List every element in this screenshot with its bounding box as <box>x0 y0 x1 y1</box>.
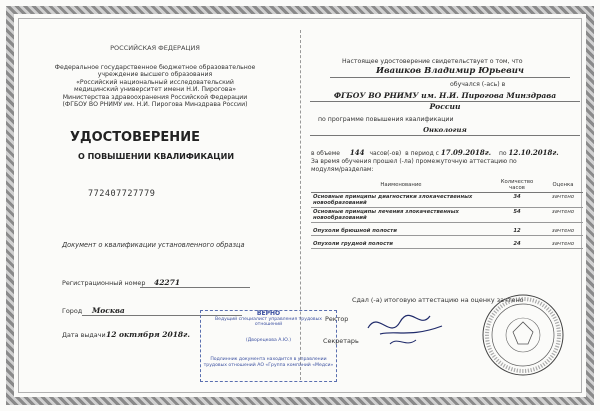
rector-label: Ректор <box>325 315 349 323</box>
org-line: «Российский национальный исследовательский <box>76 78 234 86</box>
org-line: медицинский университет имени Н.И. Пирогова» <box>73 86 237 94</box>
date-to: 12.10.2018г. <box>508 148 559 157</box>
rector-signature-icon <box>360 300 450 360</box>
organization-block <box>40 64 270 108</box>
issue-date: 12 октября 2018г. <box>106 330 190 339</box>
hours-label: часов(-ов) <box>369 150 402 157</box>
stamp-line: ВЕРНО <box>256 310 281 317</box>
serial-number: 772407727779 <box>88 189 156 199</box>
stamp-line: трудовых отношений АО «Группа компаний «Медси» <box>203 362 334 368</box>
stamp-line: (Дворецкова А.Ю.) <box>245 337 292 343</box>
attestation-line: модулям/разделам: <box>311 166 374 173</box>
table-row <box>311 223 583 236</box>
module-name: Основные принципы лечения злокачественных новообразований <box>311 208 491 223</box>
stamp-line: Ведущий специалист управления трудовых отношений <box>215 316 322 328</box>
column-header: Количество часов <box>491 178 543 193</box>
document-note: Документ о квалификации установленного образца <box>62 241 245 249</box>
volume-value: 144 <box>349 148 365 157</box>
table-header-row <box>311 178 583 193</box>
issue-date-label: Дата выдачи <box>62 331 106 339</box>
document-subtitle: О ПОВЫШЕНИИ КВАЛИФИКАЦИИ <box>78 152 235 161</box>
module-hours: 12 <box>491 223 543 236</box>
module-hours: 24 <box>491 236 543 249</box>
module-hours: 34 <box>491 193 543 208</box>
volume-label: в объеме <box>311 150 340 157</box>
column-header: Оценка <box>543 178 583 193</box>
module-grade: зачтено <box>543 193 583 208</box>
column-header: Наименование <box>311 178 491 193</box>
institution-line: ФГБОУ ВО РНИМУ им. Н.И. Пирогова Минздрава <box>333 91 557 100</box>
modules-table <box>311 178 583 249</box>
to-label: по <box>499 150 507 157</box>
module-grade: зачтено <box>543 236 583 249</box>
org-line: (ФГБОУ ВО РНИМУ им. Н.И. Пирогова Минздрава России) <box>62 101 248 109</box>
country-heading: РОССИЙСКАЯ ФЕДЕРАЦИЯ <box>110 44 200 52</box>
program-label: по программе повышения квалификации <box>318 116 454 123</box>
module-name: Опухоли брюшной полости <box>311 223 491 236</box>
table-row <box>311 236 583 249</box>
program-name: Онкология <box>423 126 467 134</box>
city-label: Город <box>62 307 83 315</box>
module-name: Основные принципы диагностики злокачественных новообразований <box>311 193 491 208</box>
stamp-line: Подлинник документа находится в управлении <box>210 357 327 363</box>
org-line: Министерства здравоохранения Российской Федерации <box>62 93 248 101</box>
date-from: 17.09.2018г. <box>440 148 492 157</box>
city-value: Москва <box>92 306 125 315</box>
org-line: Федеральное государственное бюджетное образовательное <box>54 64 256 71</box>
registration-number: 42271 <box>154 278 181 287</box>
table-row <box>311 208 583 223</box>
holder-name: Ивашков Владимир Юрьевич <box>376 66 524 76</box>
official-seal-icon <box>480 292 566 378</box>
module-grade: зачтено <box>543 208 583 223</box>
org-line: учреждение высшего образования <box>97 71 213 79</box>
table-row <box>311 193 583 208</box>
module-grade: зачтено <box>543 223 583 236</box>
period-label: в период с <box>405 150 439 157</box>
document-title: УДОСТОВЕРЕНИЕ <box>70 130 200 145</box>
copy-stamp <box>200 310 337 382</box>
module-hours: 54 <box>491 208 543 223</box>
secretary-label: Секретарь <box>323 337 359 345</box>
institution-line: России <box>429 102 461 111</box>
volume-line <box>311 148 559 157</box>
registration-label: Регистрационный номер <box>62 279 146 287</box>
attestation-line: За время обучения прошел (-ла) промежуточную аттестацию по <box>311 158 517 165</box>
module-name: Опухоли грудной полости <box>311 236 491 249</box>
certify-text: Настоящее удостоверение свидетельствует о том, что <box>342 58 523 65</box>
final-attestation: Сдал (-а) итоговую аттестацию на оценку зачтено <box>352 296 524 304</box>
studied-label: обучался (-ась) в <box>450 81 506 88</box>
